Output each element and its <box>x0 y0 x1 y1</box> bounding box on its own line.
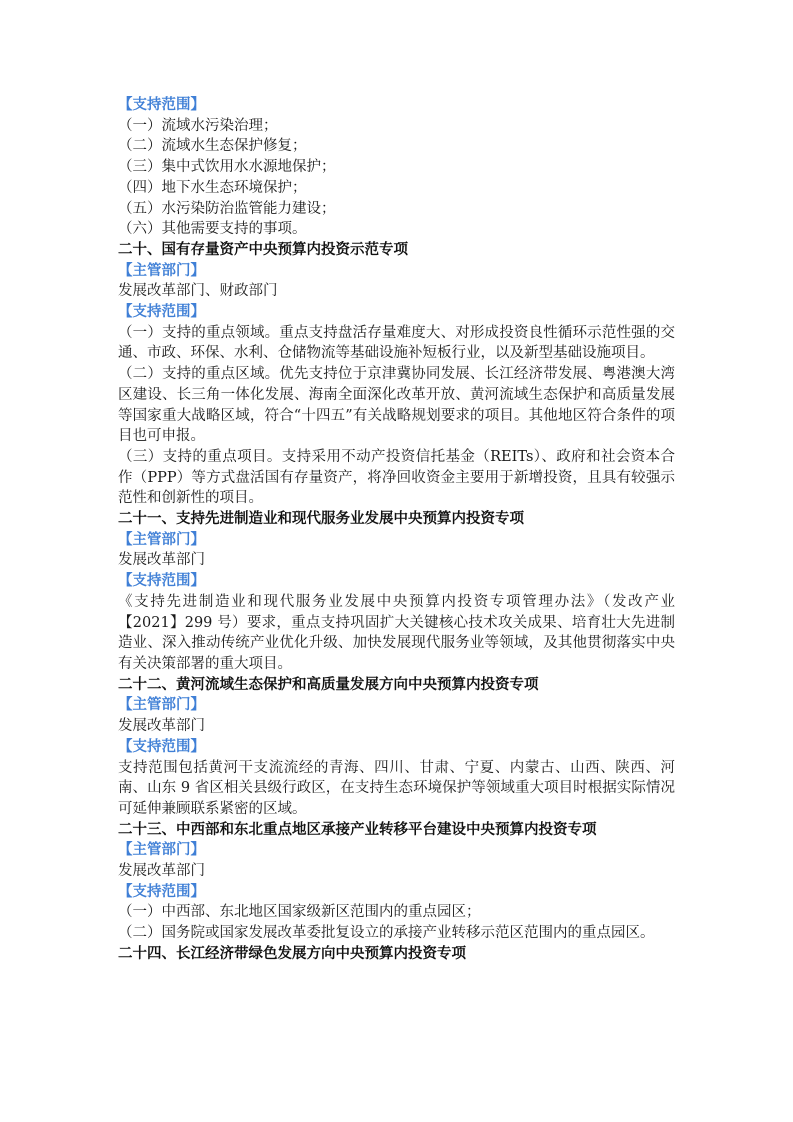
scope-tag: 【支持范围】 <box>118 304 205 321</box>
dept-text: 发展改革部门 <box>118 552 205 569</box>
scope-tag: 【支持范围】 <box>118 738 205 755</box>
list-item: （一）流域水污染治理； <box>118 117 278 134</box>
paragraph: （二）支持的重点区域。优先支持位于京津冀协同发展、长江经济带发展、粤港澳大湾区建设、长三角一体化发展、海南全面深化改革开放、黄河流域生态保护和高质量发展等国家重大战略区域，符合“十四五”有关战略规划要求的项目。其他地区符合条件的项目也可申报。 <box>118 366 675 445</box>
section-title: 二十二、黄河流域生态保护和高质量发展方向中央预算内投资专项 <box>118 676 539 693</box>
list-item: （六）其他需要支持的事项。 <box>118 221 307 238</box>
paragraph: （三）支持的重点项目。支持采用不动产投资信托基金（REITs）、政府和社会资本合作（PPP）等方式盘活国有存量资产，将净回收资金主要用于新增投资，且具有较强示范性和创新性的项目。 <box>118 448 675 507</box>
dept-text: 发展改革部门 <box>118 718 205 735</box>
list-item: （二）国务院或国家发展改革委批复设立的承接产业转移示范区范围内的重点园区。 <box>118 925 655 942</box>
scope-tag: 【支持范围】 <box>118 97 205 113</box>
dept-tag: 【主管部门】 <box>118 531 205 548</box>
scope-tag: 【支持范围】 <box>118 883 205 900</box>
dept-tag: 【主管部门】 <box>118 842 205 859</box>
dept-tag: 【主管部门】 <box>118 697 205 714</box>
paragraph: 《支持先进制造业和现代服务业发展中央预算内投资专项管理办法》（发改产业【2021】299 号）要求，重点支持巩固扩大关键核心技术攻关成果、培育壮大先进制造业、深入推动传统产业优化升级、加快发展现代服务业等领域，及其他贯彻落实中央有关决策部署的重大项目。 <box>118 593 675 672</box>
section-title: 二十一、支持先进制造业和现代服务业发展中央预算内投资专项 <box>118 511 524 528</box>
list-item: （一）中西部、东北地区国家级新区范围内的重点园区； <box>118 904 481 921</box>
list-item: （二）流域水生态保护修复； <box>118 138 307 155</box>
list-item: （三）集中式饮用水水源地保护； <box>118 159 336 176</box>
section-title: 二十三、中西部和东北重点地区承接产业转移平台建设中央预算内投资专项 <box>118 821 597 838</box>
dept-text: 发展改革部门、财政部门 <box>118 283 278 300</box>
section-title: 二十四、长江经济带绿色发展方向中央预算内投资专项 <box>118 945 466 962</box>
dept-tag: 【主管部门】 <box>118 262 205 279</box>
scope-tag: 【支持范围】 <box>118 573 205 590</box>
section-title: 二十、国有存量资产中央预算内投资示范专项 <box>118 241 408 258</box>
list-item: （五）水污染防治监管能力建设； <box>118 200 336 217</box>
paragraph: （一）支持的重点领域。重点支持盘活存量难度大、对形成投资良性循环示范性强的交通、市政、环保、水利、仓储物流等基础设施补短板行业，以及新型基础设施项目。 <box>118 324 675 362</box>
dept-text: 发展改革部门 <box>118 863 205 880</box>
list-item: （四）地下水生态环境保护； <box>118 179 307 196</box>
paragraph: 支持范围包括黄河干支流流经的青海、四川、甘肃、宁夏、内蒙古、山西、陕西、河南、山东 9 省区相关县级行政区，在支持生态环境保护等领域重大项目时根据实际情况可延伸兼顾联系紧密的区域。 <box>118 759 675 817</box>
